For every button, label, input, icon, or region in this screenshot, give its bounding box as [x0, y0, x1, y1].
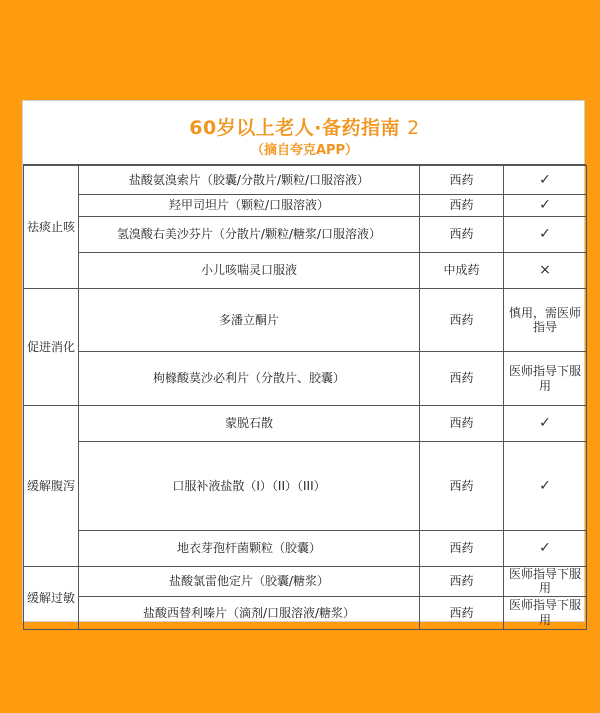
table-row — [24, 531, 587, 567]
table-row — [24, 253, 587, 289]
medicine-name-cell: 多潘立酮片 — [79, 289, 420, 352]
medicine-type-cell: 西药 — [420, 567, 504, 597]
category-cell: 缓解腹泻 — [24, 406, 79, 567]
medicine-name-cell: 羟甲司坦片（颗粒/口服溶液） — [79, 195, 420, 217]
medicine-name-cell: 盐酸氨溴索片（胶囊/分散片/颗粒/口服溶液） — [79, 166, 420, 195]
table-row — [24, 352, 587, 406]
usage-note-cell: 医师指导下服用 — [504, 596, 587, 629]
usage-note-cell: 医师指导下服用 — [504, 352, 587, 406]
page-subtitle: （摘自夸克APP） — [250, 143, 359, 158]
usage-note-cell: 慎用，需医师指导 — [504, 289, 587, 352]
medicine-type-cell: 西药 — [420, 289, 504, 352]
medicine-name-cell: 地衣芽孢杆菌颗粒（胶囊） — [79, 531, 420, 567]
title-number: 2 — [407, 117, 420, 139]
medicine-type-cell: 西药 — [420, 531, 504, 567]
card-header — [23, 101, 586, 165]
medicine-name-cell: 盐酸氯雷他定片（胶囊/糖浆） — [79, 567, 420, 597]
table-row — [24, 195, 587, 217]
medicine-name-cell: 小儿咳喘灵口服液 — [79, 253, 420, 289]
check-icon: ✓ — [504, 442, 587, 531]
table-row — [24, 406, 587, 442]
usage-note-cell: 医师指导下服用 — [504, 567, 587, 597]
medicine-type-cell: 西药 — [420, 442, 504, 531]
medicine-name-cell: 口服补液盐散（I）（II）（III） — [79, 442, 420, 531]
medicine-type-cell: 西药 — [420, 352, 504, 406]
cross-icon: × — [504, 253, 587, 289]
medicine-table — [23, 165, 587, 630]
medicine-type-cell: 西药 — [420, 406, 504, 442]
medicine-type-cell: 西药 — [420, 596, 504, 629]
medicine-name-cell: 盐酸西替利嗪片（滴剂/口服溶液/糖浆） — [79, 596, 420, 629]
check-icon: ✓ — [504, 217, 587, 253]
medicine-name-cell: 枸橼酸莫沙必利片（分散片、胶囊） — [79, 352, 420, 406]
table-row — [24, 217, 587, 253]
page-title — [23, 113, 586, 140]
table-row — [24, 289, 587, 352]
medicine-type-cell: 中成药 — [420, 253, 504, 289]
medicine-type-cell: 西药 — [420, 166, 504, 195]
medicine-name-cell: 蒙脱石散 — [79, 406, 420, 442]
title-main: 60岁以上老人·备药指南 — [189, 117, 400, 139]
check-icon: ✓ — [504, 406, 587, 442]
category-cell: 祛痰止咳 — [24, 166, 79, 289]
category-cell: 缓解过敏 — [24, 567, 79, 630]
check-icon: ✓ — [504, 195, 587, 217]
check-icon: ✓ — [504, 166, 587, 195]
medicine-type-cell: 西药 — [420, 217, 504, 253]
table-row — [24, 567, 587, 597]
table-row — [24, 442, 587, 531]
category-cell: 促进消化 — [24, 289, 79, 406]
guide-card — [22, 100, 585, 627]
table-row — [24, 596, 587, 629]
check-icon: ✓ — [504, 531, 587, 567]
medicine-type-cell: 西药 — [420, 195, 504, 217]
table-row — [24, 166, 587, 195]
medicine-name-cell: 氢溴酸右美沙芬片（分散片/颗粒/糖浆/口服溶液） — [79, 217, 420, 253]
